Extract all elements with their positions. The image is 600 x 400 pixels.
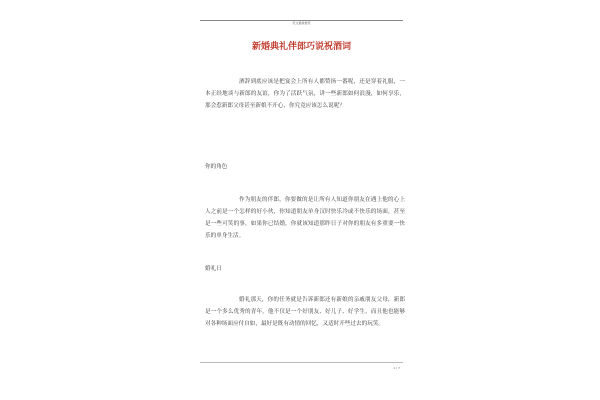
paragraph-wedding-day: 婚礼那天，你的任务就是告诉新郎还有新娘的亲戚朋友父母，新郎是一个多么优秀的青年，他不仅是一个好朋友、好儿子、好学生，而且他也能够对各种场面应付自如，最好是既有动情的回忆，又适时开些过去的玩笑。	[205, 297, 405, 327]
page-number: 1 / 7	[393, 366, 400, 370]
footer-rule	[200, 362, 403, 363]
header-label: 范文最新推荐	[292, 21, 311, 25]
heading-role: 你的角色	[205, 164, 228, 170]
paragraph-role: 作为朋友的伴郎，你要做的是让所有人知道你朋友在遇上他的心上人之前是一个怎样的好小伙，你知道朋友单身汉时快乐冷或不快乐的场面，甚至是一些可笑的事，如果你已结婚，你就该知道那昨日子对你的朋友有多重要一快乐的单身生活。	[205, 197, 405, 239]
paragraph-intro: 酒辞到底应该是把宴会上所有人都赞扬一番呢，还是穿着礼服，一本正经地谈与新郎的友谊，你为了活跃气氛，讲一些新郎如何浪漫，如何享乐，那会惹新郎父母甚至新娘不开心，你究竟应该怎么说呢？	[205, 79, 405, 109]
document-title: 新婚典礼伴郎巧说祝酒词	[251, 42, 351, 52]
heading-wedding-day: 婚礼日	[205, 266, 222, 272]
